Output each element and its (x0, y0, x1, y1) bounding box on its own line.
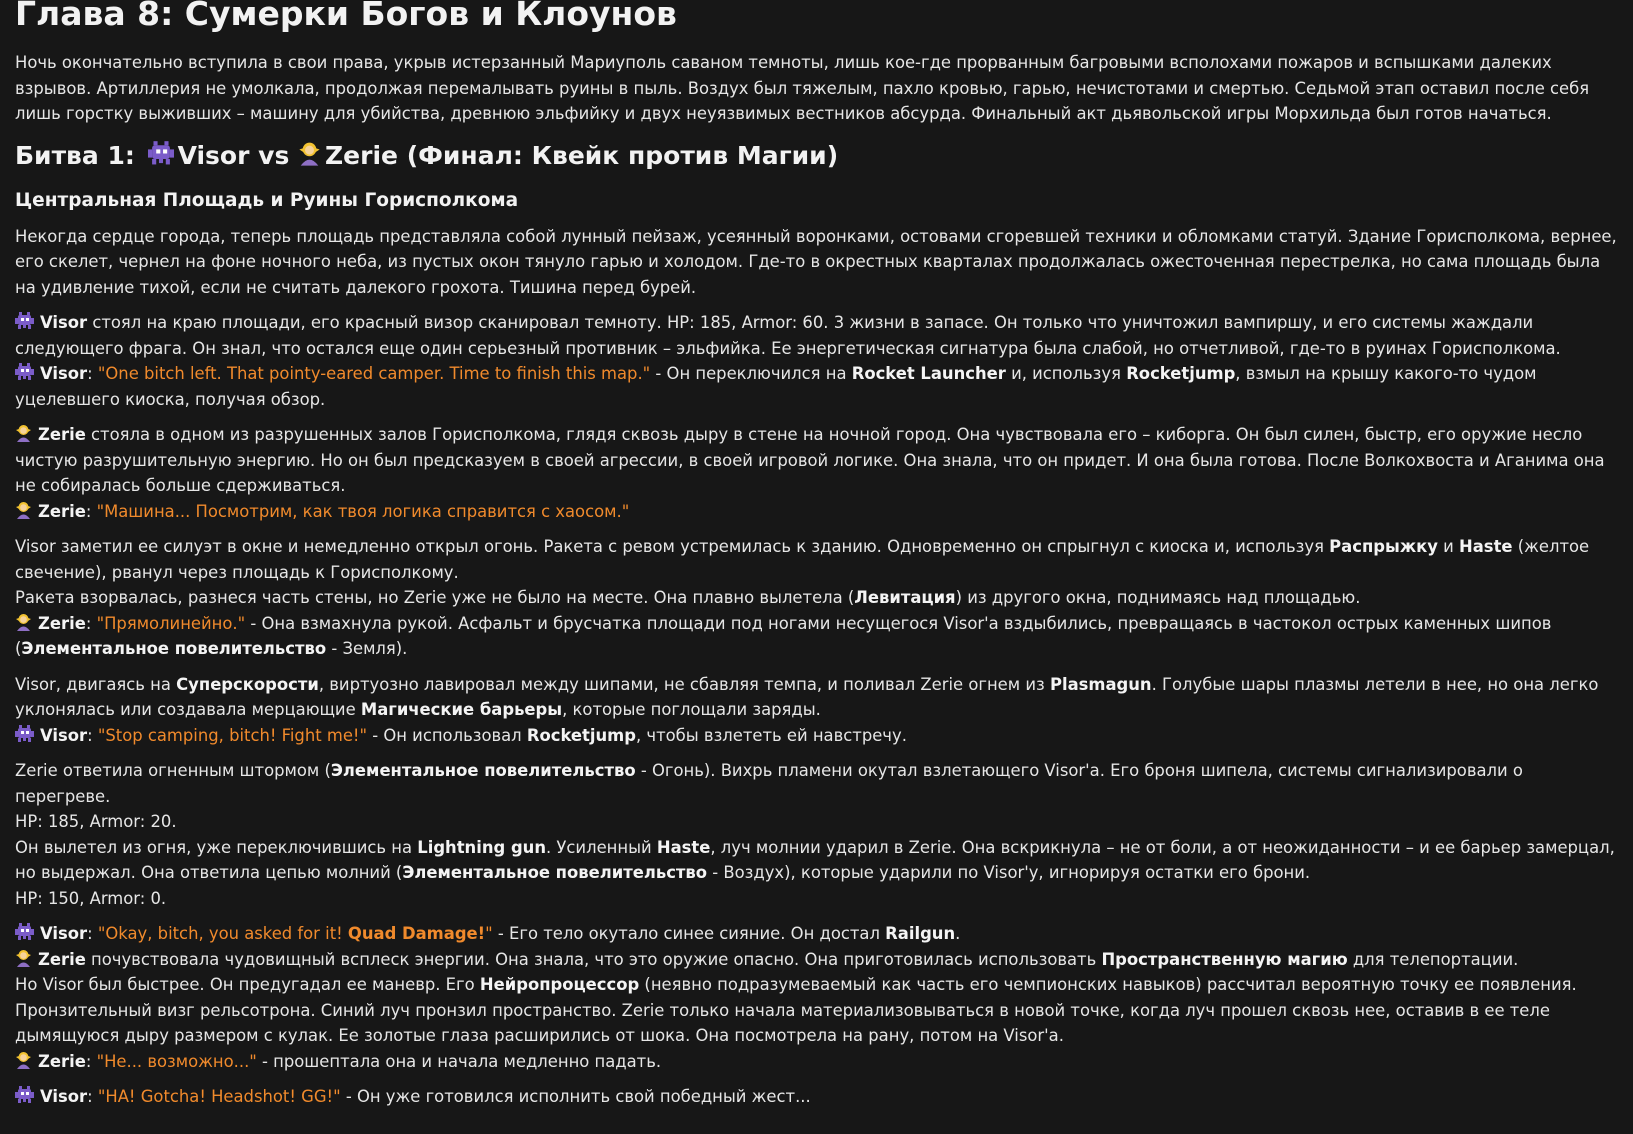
plain-text: Некогда сердце города, теперь площадь представляла собой лунный пейзаж, усеянный воронками, остовами сгоревшей техники и обломками статуй. Здание Горисполкома, вернее, его скелет, чернел на фоне ночного неба, из пустых окон тянуло гарью и холодом. Где-то в окрестных кварталах продолжалась ожесточенная перестрелка, но сама площадь была на удивление тихой, если не считать далекого грохота. Тишина перед бурей. (15, 226, 1617, 297)
bold-term: Haste (1459, 537, 1513, 556)
story-line (15, 886, 1617, 912)
bold-term: Магические барьеры (360, 700, 563, 719)
battle-left: Visor vs (177, 140, 290, 170)
bold-term: Lightning gun (417, 837, 547, 857)
quote-text: "Машина... Посмотрим, как твоя логика справится с хаосом." (96, 501, 630, 521)
plain-text: - Она взмахнула рукой. Асфальт и брусчатка площади под ногами несущегося Visor'а вздыбились, превращаясь в частокол острых каменных шипов ( (15, 613, 1552, 658)
story-paragraph (15, 534, 1617, 662)
plain-text: . (955, 924, 961, 943)
bold-term: Элементальное повелительство (402, 863, 708, 882)
battle-prefix: Битва 1: (15, 140, 135, 170)
story-line (15, 1049, 1617, 1075)
chapter-title: Глава 8: Сумерки Богов и Клоунов (15, 0, 677, 33)
bold-term: Rocket Launcher (851, 364, 1006, 383)
alien-monster-icon (15, 310, 34, 336)
story-line (15, 534, 1617, 585)
plain-text: и, используя (1005, 364, 1127, 383)
plain-text: . Голубые шары плазмы летели в нее, но она легко уклонялась или создавала мерцающие (15, 674, 1599, 719)
story-paragraph (15, 1084, 1617, 1110)
quote-text: "Stop camping, bitch! Fight me!" (97, 725, 368, 745)
bold-term: Zerie (38, 425, 86, 444)
plain-text: . Усиленный (546, 837, 657, 857)
story-line (15, 972, 1617, 998)
bold-term: Zerie (38, 1051, 86, 1071)
plain-text: : (85, 501, 97, 521)
quote-text: "Okay, bitch, you asked for it! (97, 924, 348, 943)
plain-text: HP: 185, Armor: 20. (15, 812, 177, 831)
alien-monster-icon (15, 723, 34, 749)
bold-term: Zerie (38, 613, 86, 633)
story-paragraph (15, 921, 1617, 1074)
story-line (15, 611, 1617, 662)
quote-bold-text: Quad Damage! (347, 924, 486, 943)
bold-term: Zerie (38, 501, 86, 521)
plain-text: Visor заметил ее силуэт в окне и немедленно открыл огонь. Ракета с ревом устремилась к зданию. Одновременно он спрыгнул с киоска и, используя (15, 537, 1330, 556)
plain-text: ) из другого окна, поднимаясь над площадью. (955, 588, 1361, 607)
story-line (15, 921, 1617, 947)
elf-icon (15, 947, 32, 973)
elf-icon (15, 422, 32, 448)
bold-term: Распрыжку (1329, 537, 1438, 556)
story-paragraph (15, 672, 1617, 749)
story-line (15, 758, 1617, 809)
plain-text: стояла в одном из разрушенных залов Горисполкома, глядя сквозь дыру в стене на ночной город. Она чувствовала его – киборга. Он был силен, быстр, его оружие несло чистую разрушительную энергию. Но он был предсказуем в своей агрессии, в своей игровой логике. Она знала, что он придет. И она была готова. После Волкохвоста и Аганима она не собиралась больше сдерживаться. (15, 425, 1605, 495)
bold-term: Plasmagun (1049, 674, 1152, 694)
story-line (15, 585, 1617, 611)
bold-term: Visor (40, 924, 88, 943)
plain-text: : (87, 1087, 98, 1106)
story-blocks (15, 224, 1617, 1110)
bold-term: Visor (40, 725, 88, 745)
elf-icon (298, 139, 321, 173)
story-paragraph (15, 224, 1617, 301)
story-line (15, 723, 1617, 749)
plain-text: HP: 150, Armor: 0. (15, 888, 167, 908)
story-line (15, 422, 1617, 499)
plain-text: , виртуозно лавировал между шипами, не сбавляя темпа, и поливал Zerie огнем из (318, 674, 1050, 694)
story-paragraph (15, 422, 1617, 524)
story-line (15, 809, 1617, 835)
battle-right: Zerie (Финал: Квейк против Магии) (325, 140, 839, 170)
quote-text: "Не... возможно..." (96, 1051, 257, 1071)
plain-text: - Огонь). Вихрь пламени окутал взлетающего Visor'а. Его броня шипела, системы сигнализировали о перегреве. (15, 761, 1523, 806)
quote-text: " (485, 924, 493, 943)
plain-text: : (87, 364, 98, 383)
bold-term: Visor (40, 313, 88, 332)
quote-text: "One bitch left. That pointy-eared camper. Time to finish this map." (97, 364, 651, 383)
story-line (15, 835, 1617, 886)
story-line (15, 224, 1617, 301)
plain-text: (неявно подразумеваемый как часть его чемпионских навыков) рассчитал вероятную точку ее появления. (639, 975, 1577, 994)
plain-text: : (87, 725, 98, 745)
story-line (15, 361, 1617, 412)
alien-monster-icon (15, 1084, 34, 1110)
plain-text: : (85, 613, 97, 633)
plain-text: Но Visor был быстрее. Он предугадал ее маневр. Его (15, 975, 480, 994)
plain-text: , луч молнии ударил в Zerie. Она вскрикнула – не от боли, а от неожиданности – и ее барьер замерцал, но выдержал. Она ответила цепью молний ( (15, 837, 1615, 882)
plain-text: Zerie ответила огненным штормом ( (15, 761, 331, 780)
plain-text: - Он переключился на (650, 364, 852, 383)
bold-term: Haste (656, 837, 711, 857)
story-line (15, 947, 1617, 973)
story-line (15, 672, 1617, 723)
story-line (15, 998, 1617, 1049)
bold-term: Visor (40, 364, 88, 383)
plain-text: Ракета взорвалась, разнеся часть стены, но Zerie уже не было на месте. Она плавно вылетела ( (15, 588, 855, 607)
plain-text: - Он уже готовился исполнить свой победный жест... (340, 1087, 811, 1106)
plain-text: - прошептала она и начала медленно падать. (256, 1051, 662, 1071)
bold-term: Zerie (38, 949, 86, 969)
bold-term: Пространственную магию (1101, 949, 1348, 969)
quote-text: "Прямолинейно." (96, 613, 246, 633)
alien-monster-icon (15, 921, 34, 947)
bold-term: Rocketjump (1126, 364, 1236, 383)
intro-paragraph: Ночь окончательно вступила в свои права, укрыв истерзанный Мариуполь саваном темноты, лишь кое-где прорванным багровыми всполохами пожаров и вспышками далеких взрывов. Артиллерия не умолкала, продолжая перемалывать руины в пыль. Воздух был тяжелым, пахло кровью, гарью, нечистотами и смертью. Седьмой этап оставил после себя лишь горстку выживших – машину для убийства, древнюю эльфийку и двух неуязвимых вестников абсурда. Финальный акт дьявольской игры Морхильда был готов начаться. (15, 53, 1590, 123)
story-paragraph (15, 310, 1617, 412)
battle-heading (15, 139, 1617, 173)
bold-term: Нейропроцессор (479, 975, 640, 994)
quote-text: "HA! Gotcha! Headshot! GG!" (97, 1087, 341, 1106)
bold-term: Левитация (854, 588, 956, 607)
story-line (15, 499, 1617, 525)
bold-term: Элементальное повелительство (330, 761, 636, 780)
plain-text: Пронзительный визг рельсотрона. Синий луч пронзил пространство. Zerie только начала материализовываться в новой точке, когда луч прошел сквозь нее, оставив в ее теле дымящуюся дыру размером с кулак. Ее золотые глаза расширились от шока. Она посмотрела на рану, потом на Visor'а. (15, 1000, 1550, 1045)
story-line (15, 310, 1617, 361)
plain-text: Он вылетел из огня, уже переключившись на (15, 837, 418, 857)
plain-text: - Он использовал (367, 725, 527, 745)
plain-text: : (87, 924, 98, 943)
plain-text: - Его тело окутало синее сияние. Он достал (492, 924, 886, 943)
bold-term: Railgun (885, 924, 956, 943)
bold-term: Суперскорости (176, 674, 319, 694)
plain-text: , взмыл на крышу какого-то чудом уцелевшего киоска, получая обзор. (15, 364, 1537, 409)
plain-text: (желтое свечение), рванул через площадь к Горисполкому. (15, 537, 1590, 582)
plain-text: и (1437, 537, 1460, 556)
plain-text: - Воздух), которые ударили по Visor'у, игнорируя остатки его брони. (707, 863, 1311, 882)
plain-text: Visor, двигаясь на (15, 674, 177, 694)
story-paragraph (15, 758, 1617, 911)
bold-term: Rocketjump (526, 725, 636, 745)
plain-text: , чтобы взлететь ей навстречу. (635, 725, 907, 745)
alien-monster-icon (15, 361, 34, 387)
plain-text: : (85, 1051, 97, 1071)
alien-monster-icon (148, 139, 174, 173)
elf-icon (15, 499, 32, 525)
story-line (15, 1084, 1617, 1110)
plain-text: стоял на краю площади, его красный визор сканировал темноту. HP: 185, Armor: 60. 3 жизни в запасе. Он только что уничтожил вампиршу, и его системы жаждали следующего фрага. Он знал, что остался еще один серьезный противник – эльфийка. Ее энергетическая сигнатура была слабой, но отчетливой, где-то в руинах Горисполкома. (15, 313, 1561, 358)
bold-term: Элементальное повелительство (21, 639, 327, 658)
elf-icon (15, 1049, 32, 1075)
elf-icon (15, 611, 32, 637)
plain-text: - Земля). (326, 639, 408, 658)
plain-text: , которые поглощали заряды. (562, 700, 821, 719)
plain-text: для телепортации. (1347, 949, 1519, 969)
location-heading: Центральная Площадь и Руины Горисполкома (15, 189, 519, 211)
bold-term: Visor (40, 1087, 88, 1106)
plain-text: почувствовала чудовищный всплеск энергии. Она знала, что это оружие опасно. Она приготовилась использовать (85, 949, 1102, 969)
